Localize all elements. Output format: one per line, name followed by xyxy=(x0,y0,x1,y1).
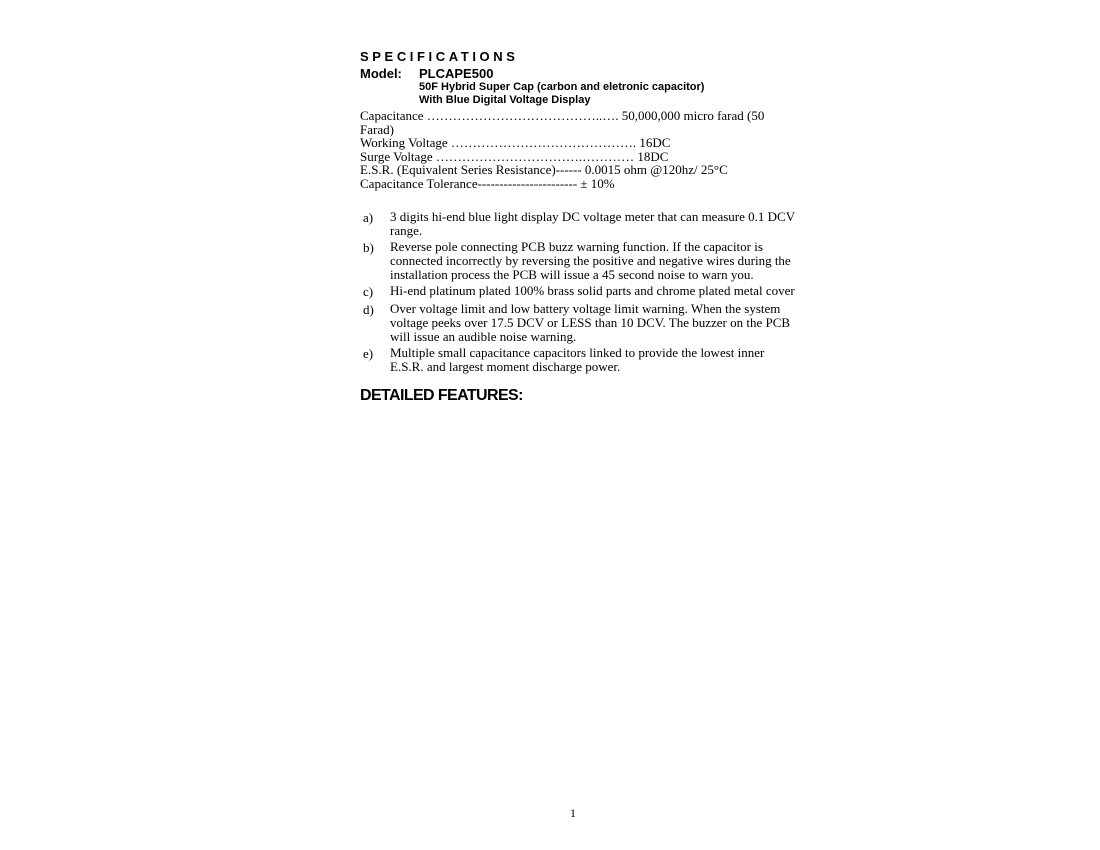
document-page xyxy=(360,48,800,406)
spec-esr: E.S.R. (Equivalent Series Resistance)------ 0.0015 ohm @120hz/ 25°C xyxy=(360,162,728,178)
list-item xyxy=(360,284,800,300)
list-item-text: Hi-end platinum plated 100% brass solid parts and chrome plated metal cover xyxy=(390,282,795,298)
spec-capacitance: Capacitance …………………………………..…. 50,000,000 micro farad (50 Farad) xyxy=(360,108,768,137)
list-item-marker: e) xyxy=(363,345,374,361)
feature-list xyxy=(360,210,800,374)
model-row xyxy=(360,66,800,81)
list-item xyxy=(360,240,800,282)
list-item-marker: a) xyxy=(363,209,374,225)
spec-list xyxy=(360,109,800,191)
list-item-text: 3 digits hi-end blue light display DC voltage meter that can measure 0.1 DCV range. xyxy=(390,208,795,238)
list-item xyxy=(360,302,800,344)
model-value: PLCAPE500 xyxy=(419,66,494,81)
spec-working-voltage: Working Voltage ……………………………………. 16DC xyxy=(360,135,671,151)
model-description-line-1: 50F Hybrid Super Cap (carbon and eletronic capacitor) xyxy=(419,81,705,93)
spec-capacitance-tolerance: Capacitance Tolerance----------------------- ± 10% xyxy=(360,175,615,191)
model-label: Model: xyxy=(360,66,402,81)
spec-surge-voltage: Surge Voltage …………………………….………… 18DC xyxy=(360,148,669,164)
list-item-marker: c) xyxy=(363,283,374,299)
list-item-marker: b) xyxy=(363,239,374,255)
list-item-text: Over voltage limit and low battery voltage limit warning. When the system voltage peeks over 17.5 DCV or LESS than 10 DCV. The buzzer on the PCB will issue an audible noise warning. xyxy=(390,300,791,344)
list-item xyxy=(360,210,800,238)
list-item-text: Reverse pole connecting PCB buzz warning function. If the capacitor is connected incorrectly by reversing the positive and negative wires during the installation process the PCB will issue a 45 second noise to warn you. xyxy=(390,238,791,282)
page-number: 1 xyxy=(570,806,576,820)
detailed-features-heading: DETAILED FEATURES: xyxy=(360,386,523,404)
model-description-line-2: With Blue Digital Voltage Display xyxy=(419,94,591,106)
list-item-marker: d) xyxy=(363,301,374,317)
list-item-text: Multiple small capacitance capacitors linked to provide the lowest inner E.S.R. and largest moment discharge power. xyxy=(390,344,765,374)
specifications-heading: SPECIFICATIONS xyxy=(360,49,519,64)
list-item xyxy=(360,346,800,374)
